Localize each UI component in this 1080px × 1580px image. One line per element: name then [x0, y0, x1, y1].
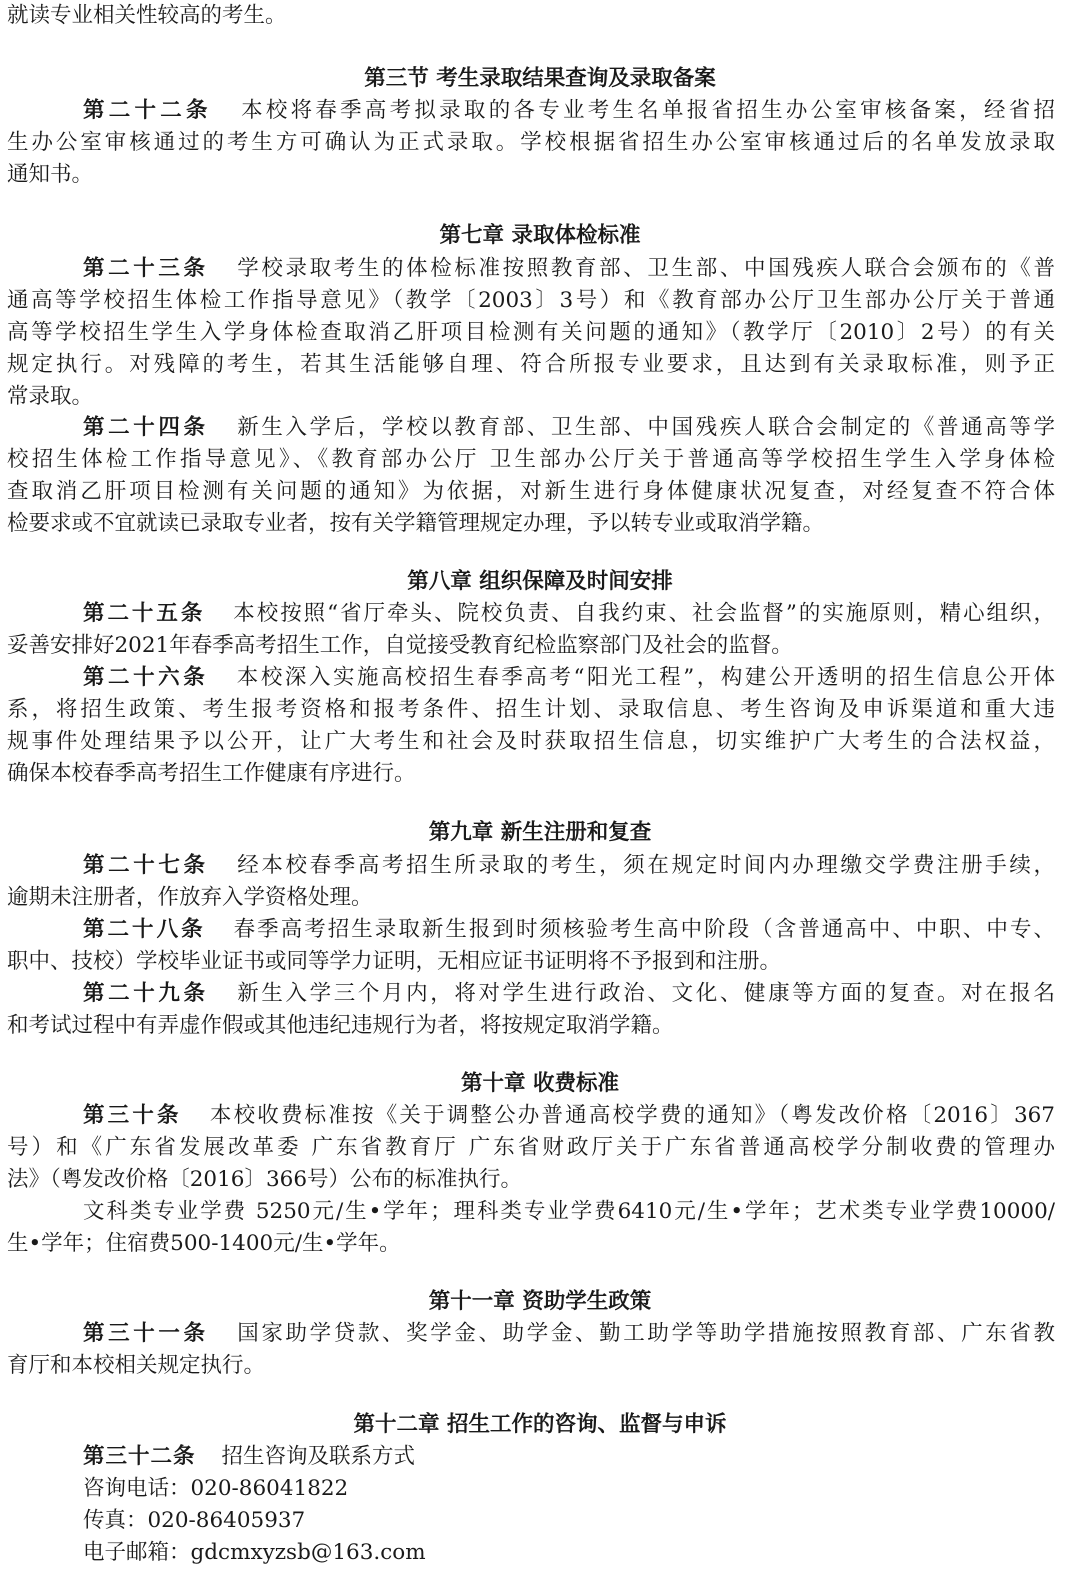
paragraph-line: 通高等学校招生体检工作指导意见》（教学〔2003〕3号）和《教育部办公厅卫生部办公厅关于普通 — [7, 288, 1055, 313]
paragraph-line: 职中、技校）学校毕业证书或同等学力证明，无相应证书证明将不予报到和注册。 — [7, 949, 782, 974]
paragraph-line: 法》（粤发改价格〔2016〕366号）公布的标准执行。 — [7, 1167, 523, 1192]
paragraph-line: 检要求或不宜就读已录取专业者，按有关学籍管理规定办理，予以转专业或取消学籍。 — [7, 511, 825, 536]
article-31-line-1: 第三十一条 国家助学贷款、奖学金、助学金、勤工助学等助学措施按照教育部、广东省教 — [83, 1321, 1055, 1346]
article-label: 第二十六条 — [83, 665, 209, 690]
contact-fax: 传真：020-86405937 — [83, 1508, 306, 1533]
section-heading: 第三节 考生录取结果查询及录取备案 — [364, 66, 716, 91]
article-label: 第三十一条 — [83, 1321, 209, 1346]
paragraph-line: 高等学校招生学生入学身体检查取消乙肝项目检测有关问题的通知》（教学厅〔2010〕2号）的有关 — [7, 320, 1055, 345]
paragraph-line: 确保本校春季高考招生工作健康有序进行。 — [7, 761, 416, 786]
article-30-line-1: 第三十条 本校收费标准按《关于调整公办普通高校学费的通知》（粤发改价格〔2016〕367 — [83, 1103, 1055, 1128]
paragraph-line: 逾期未注册者，作放弃入学资格处理。 — [7, 885, 373, 910]
chapter-heading: 第十章 收费标准 — [461, 1071, 619, 1096]
chapter-heading: 第八章 组织保障及时间安排 — [407, 569, 673, 594]
paragraph-line: 常录取。 — [7, 384, 94, 409]
paragraph-line: 就读专业相关性较高的考生。 — [7, 3, 287, 28]
paragraph-line: 号）和《广东省发展改革委 广东省教育厅 广东省财政厅关于广东省普通高校学分制收费的管理办 — [7, 1135, 1055, 1160]
article-26-line-1: 第二十六条 本校深入实施高校招生春季高考“阳光工程”，构建公开透明的招生信息公开体 — [83, 665, 1055, 690]
paragraph-line: 校招生体检工作指导意见》、《教育部办公厅 卫生部办公厅关于普通高等学校招生学生入学身体检 — [7, 447, 1055, 472]
article-label: 第二十二条 — [83, 98, 212, 123]
fees-line-1: 文科类专业学费 5250元/生•学年；理科类专业学费6410元/生•学年；艺术类专业学费10000/ — [83, 1199, 1055, 1224]
paragraph-line: 育厅和本校相关规定执行。 — [7, 1353, 266, 1378]
article-27-line-1: 第二十七条 经本校春季高考招生所录取的考生，须在规定时间内办理缴交学费注册手续， — [83, 853, 1055, 878]
article-label: 第三十二条 — [83, 1444, 196, 1469]
paragraph-line: 规定执行。对残障的考生，若其生活能够自理、符合所报专业要求，且达到有关录取标准，则予正 — [7, 352, 1055, 377]
article-32-line-1: 第三十二条 招生咨询及联系方式 — [83, 1444, 416, 1469]
paragraph-line: 系，将招生政策、考生报考资格和报考条件、招生计划、录取信息、考生咨询及申诉渠道和重大违 — [7, 697, 1055, 722]
article-22-line-1: 第二十二条 本校将春季高考拟录取的各专业考生名单报省招生办公室审核备案，经省招 — [83, 98, 1055, 123]
article-28-line-1: 第二十八条 春季高考招生录取新生报到时须核验考生高中阶段（含普通高中、中职、中专、 — [83, 917, 1055, 942]
article-29-line-1: 第二十九条 新生入学三个月内，将对学生进行政治、文化、健康等方面的复查。对在报名 — [83, 981, 1055, 1006]
article-24-line-1: 第二十四条 新生入学后，学校以教育部、卫生部、中国残疾人联合会制定的《普通高等学 — [83, 415, 1055, 440]
chapter-heading: 第十二章 招生工作的咨询、监督与申诉 — [353, 1412, 727, 1437]
chapter-heading: 第十一章 资助学生政策 — [428, 1289, 652, 1314]
article-label: 第二十四条 — [83, 415, 209, 440]
article-label: 第二十七条 — [83, 853, 209, 878]
article-label: 第二十八条 — [83, 917, 206, 942]
article-23-line-1: 第二十三条 学校录取考生的体检标准按照教育部、卫生部、中国残疾人联合会颁布的《普 — [83, 256, 1055, 281]
article-label: 第三十条 — [83, 1103, 182, 1128]
article-label: 第二十三条 — [83, 256, 209, 281]
article-label: 第二十五条 — [83, 601, 206, 626]
fees-line-2: 生•学年；住宿费500-1400元/生•学年。 — [7, 1231, 401, 1256]
article-label: 第二十九条 — [83, 981, 209, 1006]
article-25-line-1: 第二十五条 本校按照“省厅牵头、院校负责、自我约束、社会监督”的实施原则，精心组织， — [83, 601, 1055, 626]
paragraph-line: 查取消乙肝项目检测有关问题的通知》为依据，对新生进行身体健康状况复查，对经复查不符合体 — [7, 479, 1055, 504]
paragraph-line: 妥善安排好2021年春季高考招生工作，自觉接受教育纪检监察部门及社会的监督。 — [7, 633, 793, 658]
paragraph-line: 生办公室审核通过的考生方可确认为正式录取。学校根据省招生办公室审核通过后的名单发放录取 — [7, 130, 1055, 155]
contact-email: 电子邮箱：gdcmxyzsb@163.com — [83, 1540, 426, 1565]
paragraph-line: 规事件处理结果予以公开，让广大考生和社会及时获取招生信息，切实维护广大考生的合法权益， — [7, 729, 1055, 754]
chapter-heading: 第九章 新生注册和复查 — [428, 820, 652, 845]
chapter-heading: 第七章 录取体检标准 — [439, 223, 641, 248]
contact-phone: 咨询电话：020-86041822 — [83, 1476, 349, 1501]
paragraph-line: 和考试过程中有弄虚作假或其他违纪违规行为者，将按规定取消学籍。 — [7, 1013, 674, 1038]
paragraph-line: 通知书。 — [7, 162, 94, 187]
